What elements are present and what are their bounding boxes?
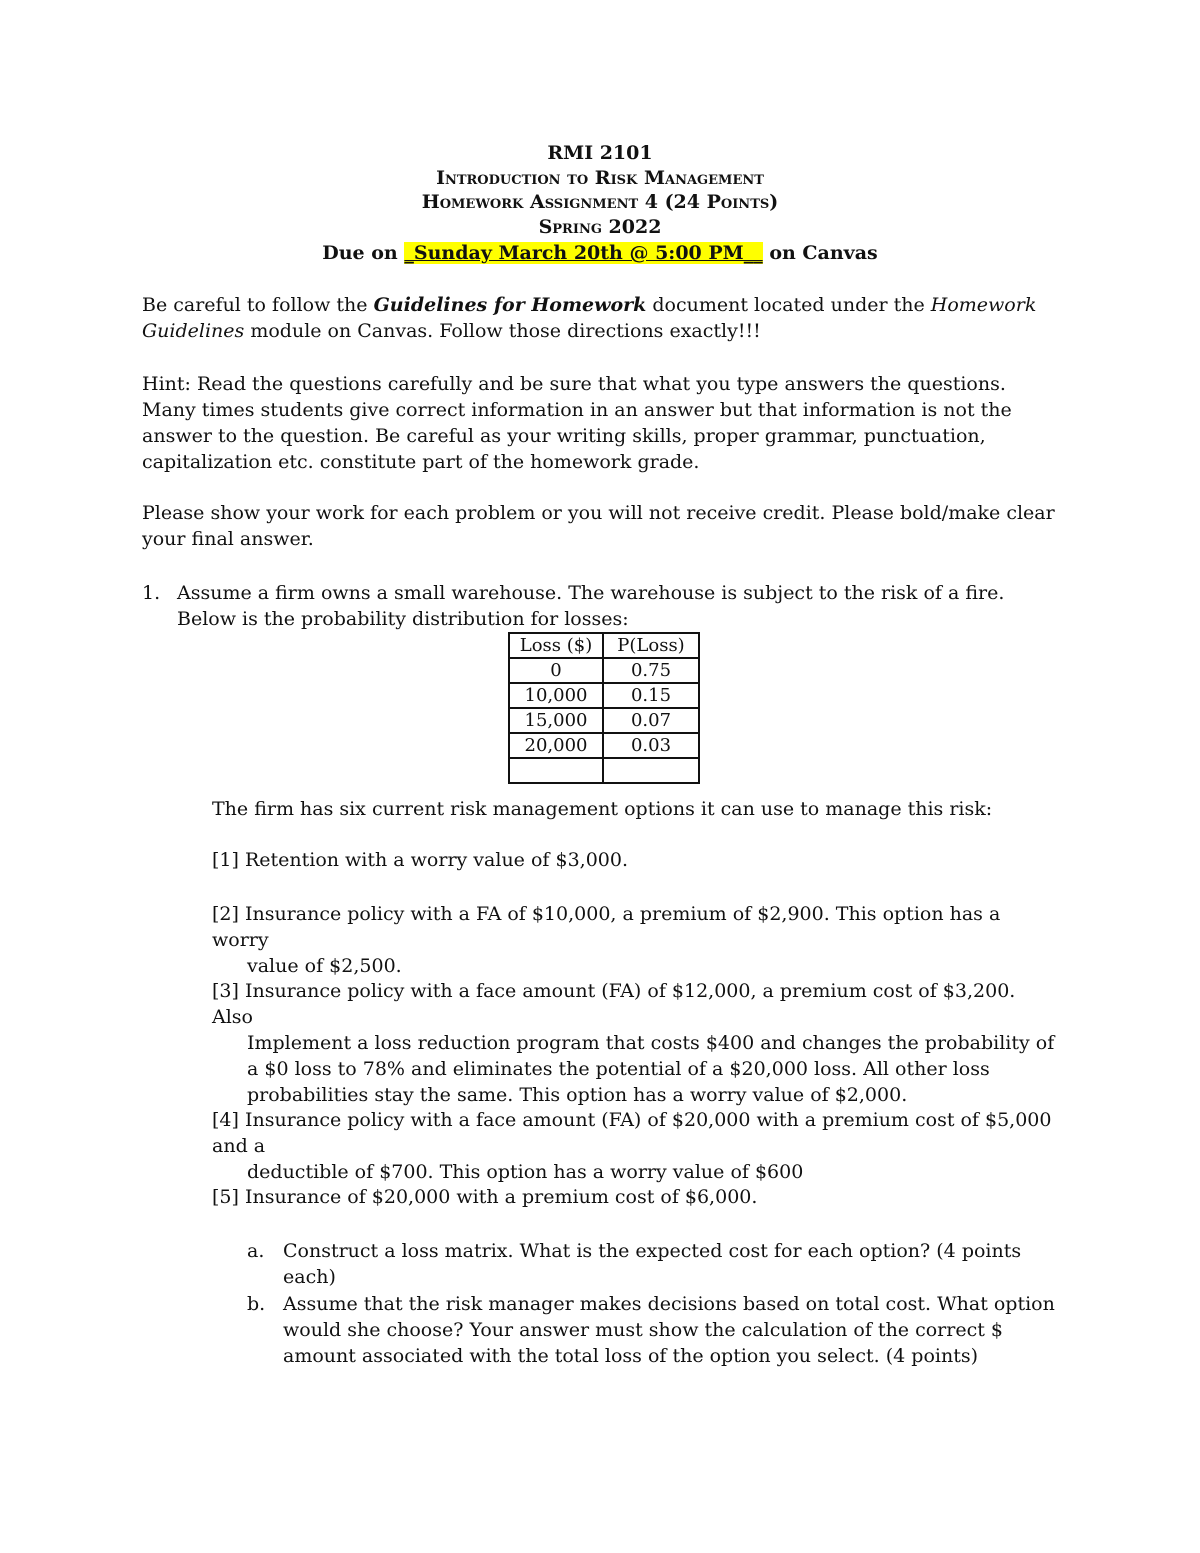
table-cell: 0.75 bbox=[603, 658, 699, 683]
guidelines-text-c: module on Canvas. Follow those directions exactly!!! bbox=[244, 320, 761, 342]
document-header bbox=[0, 141, 1200, 266]
due-prefix: Due on bbox=[322, 242, 405, 264]
part-a-label: a. bbox=[247, 1240, 265, 1262]
question-1-text: Assume a firm owns a small warehouse. The warehouse is subject to the risk of a fire. Below is the probability distribution for losses: bbox=[177, 582, 1005, 630]
option-2 bbox=[212, 901, 1062, 979]
option-2-text: [2] Insurance policy with a FA of $10,000, a premium of $2,900. This option has a worry bbox=[212, 903, 1001, 951]
course-title: Introduction to Risk Management bbox=[436, 166, 764, 189]
option-4-text: [4] Insurance policy with a face amount (FA) of $20,000 with a premium cost of $5,000 and a bbox=[212, 1109, 1052, 1157]
assignment-title: Homework Assignment 4 (24 Points) bbox=[421, 191, 779, 213]
due-line bbox=[0, 241, 1200, 266]
guidelines-paragraph bbox=[142, 292, 1062, 344]
table-cell: 0.03 bbox=[603, 733, 699, 758]
option-4-continuation: deductible of $700. This option has a worry value of $600 bbox=[247, 1161, 804, 1183]
options-intro: The firm has six current risk management options it can use to manage this risk: bbox=[212, 798, 993, 820]
table-cell: 15,000 bbox=[509, 708, 603, 733]
part-b-text: Assume that the risk manager makes decisions based on total cost. What option would she choose? Your answer must show the calculation of the correct $ amount associated with the total loss of the option you select. (4 points) bbox=[283, 1293, 1055, 1367]
table-header-cell: Loss ($) bbox=[509, 633, 603, 658]
guidelines-text-a: Be careful to follow the bbox=[142, 294, 374, 316]
show-work-text: Please show your work for each problem or you will not receive credit. Please bold/make clear your final answer. bbox=[142, 502, 1055, 550]
guidelines-doc-name: Guidelines for Homework bbox=[373, 294, 647, 316]
option-4 bbox=[212, 1107, 1062, 1185]
table-row bbox=[509, 708, 699, 733]
table-cell bbox=[603, 758, 699, 783]
table-cell: 10,000 bbox=[509, 683, 603, 708]
loss-probability-table bbox=[508, 632, 700, 784]
due-date-highlight: _Sunday March 20th @ 5:00 PM__ bbox=[404, 242, 763, 264]
table-cell: 0.07 bbox=[603, 708, 699, 733]
table-cell: 0 bbox=[509, 658, 603, 683]
table-header-row bbox=[509, 633, 699, 658]
hint-paragraph bbox=[142, 371, 1062, 475]
table-cell: 0.15 bbox=[603, 683, 699, 708]
option-2-continuation: value of $2,500. bbox=[247, 955, 402, 977]
show-work-paragraph bbox=[142, 500, 1062, 552]
part-b-label: b. bbox=[247, 1293, 266, 1315]
part-a-text: Construct a loss matrix. What is the expected cost for each option? (4 points each) bbox=[283, 1240, 1022, 1288]
option-1-text: [1] Retention with a worry value of $3,000. bbox=[212, 849, 628, 871]
due-suffix: on Canvas bbox=[762, 242, 878, 264]
guidelines-module-name: Homework Guidelines bbox=[142, 294, 1037, 342]
question-1-number: 1. bbox=[142, 582, 161, 604]
table-header-cell: P(Loss) bbox=[603, 633, 699, 658]
table-row bbox=[509, 658, 699, 683]
option-5-text: [5] Insurance of $20,000 with a premium cost of $6,000. bbox=[212, 1186, 758, 1208]
table-row-empty bbox=[509, 758, 699, 783]
table-cell: 20,000 bbox=[509, 733, 603, 758]
term: Spring 2022 bbox=[538, 215, 662, 238]
table-row bbox=[509, 733, 699, 758]
guidelines-text-b: document located under the bbox=[646, 294, 931, 316]
option-3 bbox=[212, 978, 1062, 1108]
option-3-continuation: Implement a loss reduction program that costs $400 and changes the probability of a $0 loss to 78% and eliminates the potential of a $20,000 loss. All other loss probabilities stay the same. This option has a worry value of $2,000. bbox=[247, 1032, 1055, 1106]
table-cell bbox=[509, 758, 603, 783]
option-1 bbox=[212, 847, 1062, 873]
option-5 bbox=[212, 1184, 1062, 1210]
option-3-text: [3] Insurance policy with a face amount (FA) of $12,000, a premium cost of $3,200. Also bbox=[212, 980, 1016, 1028]
course-code: RMI 2101 bbox=[547, 142, 653, 164]
hint-text: Hint: Read the questions carefully and be sure that what you type answers the questions. Many times students give correct information in an answer but that information is not the answer to the question. Be careful as your writing skills, proper grammar, punctuation, capitalization etc. constitute part of the homework grade. bbox=[142, 373, 1012, 473]
table-row bbox=[509, 683, 699, 708]
